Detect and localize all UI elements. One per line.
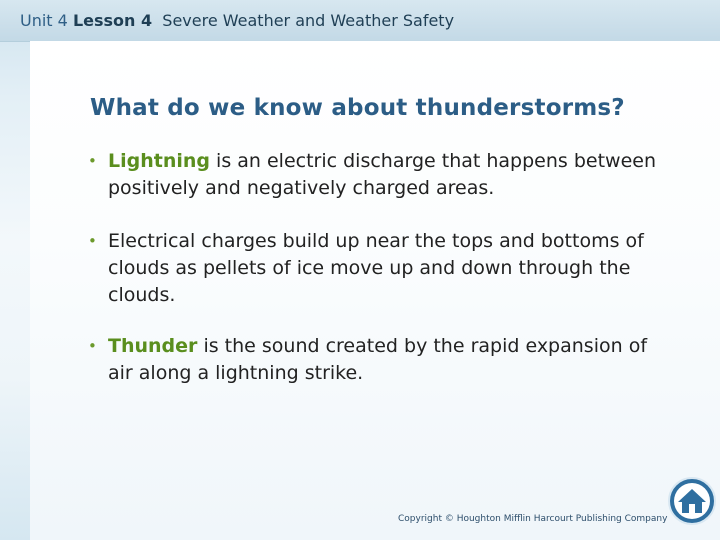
lesson-topic: Severe Weather and Weather Safety xyxy=(162,11,455,30)
header-bar xyxy=(0,0,720,42)
header-title xyxy=(20,11,454,30)
bullet-item-lightning xyxy=(88,148,668,202)
bullet-body xyxy=(88,228,668,309)
bullet-body xyxy=(88,148,668,202)
term-thunder: Thunder xyxy=(108,335,198,357)
bullet-text: Electrical charges build up near the tops and bottoms of clouds as pellets of ice move up and down through the clouds. xyxy=(108,230,644,306)
unit-label: Unit 4 xyxy=(20,11,68,30)
home-button[interactable] xyxy=(667,476,717,526)
bullet-dot-icon: • xyxy=(88,152,97,170)
term-lightning: Lightning xyxy=(108,150,210,172)
lesson-label: Lesson 4 xyxy=(72,11,153,30)
bullet-item-thunder xyxy=(88,333,668,387)
copyright-footer: Copyright © Houghton Mifflin Harcourt Publishing Company xyxy=(398,514,668,524)
home-icon xyxy=(667,476,717,526)
bullet-body xyxy=(88,333,668,387)
bullet-text: is an electric discharge that happens between positively and negatively charged areas. xyxy=(108,150,657,199)
bullet-item-electrical-charges xyxy=(88,228,668,309)
bullet-dot-icon: • xyxy=(88,232,97,250)
bullet-dot-icon: • xyxy=(88,337,97,355)
bullet-text: is the sound created by the rapid expansion of air along a lightning strike. xyxy=(108,335,648,384)
slide-title: What do we know about thunderstorms? xyxy=(90,95,625,121)
